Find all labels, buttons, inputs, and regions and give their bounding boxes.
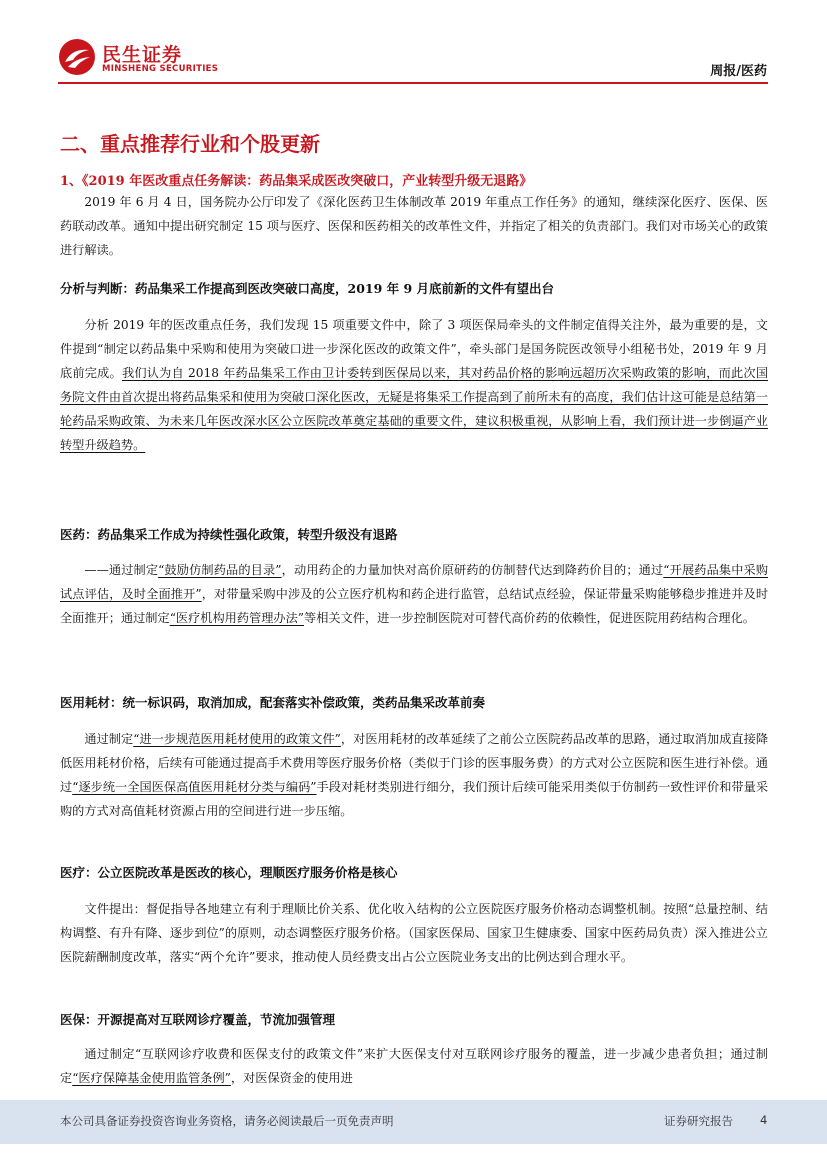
footer-report-type: 证券研究报告 [664,1114,733,1128]
analysis-text: 分析 2019 年的医改重点任务，我们发现 15 项重要文件中，除了 3 项医保局牵头的文件制定值得关注外，最为重要的是，文件提到“制定以药品集中采购和使用为突破口进一步深化医改的政策文件”，牵头部门是国务院医改领导小组秘书处，2019 年 9 月底前完成。 [60,318,768,380]
footer-disclaimer: 本公司具备证券投资咨询业务资格，请务必阅读最后一页免责声明 [60,1114,394,1128]
consumables-text-3: 手段对耗材类别进行细分，我们预计后续可能采用类似于仿制药一致性评价和带量采购的方式对高值耗材资源占用的空间进行进一步压缩。 [60,780,769,818]
sub-title: 1、《2019 年医改重点任务解读：药品集采成医改突破口，产业转型升级无退路》 [60,174,533,189]
medicine-text-4: 等相关文件，进一步控制医院对可替代高价药的依赖性，促进医院用药结构合理化。 [304,611,755,625]
analysis-paragraph [60,313,768,457]
medicine-underlined-1: “鼓励仿制药品的目录” [158,563,282,577]
analysis-underlined-text: 我们认为自 2018 年药品集采工作由卫计委转到医保局以来，其对药品价格的影响远超历次采购政策的影响，而此次国务院文件由首次提出将药品集采和使用为突破口深化医改，无疑是将集采工作提高到了前所未有的高度，我们估计这可能是总结第一轮药品采购政策、为未来几年医改深水区公立医院改革奠定基础的重要文件，建议积极重视，从影响上看，我们预计进一步倒逼产业转型升级趋势。 [60,366,769,452]
consumables-text-2: ，对医用耗材的改革延续了之前公立医院药品改革的思路，通过取消加成直接降低医用耗材价格，后续有可能通过提高手术费用等医疗服务价格（类似于门诊的医事服务费）的方式对公立医院和医生进行补偿。通过 [60,732,769,794]
medicine-paragraph [60,558,768,630]
care-heading: 医疗：公立医院改革是医改的核心，理顺医疗服务价格是核心 [60,865,398,880]
consumables-underlined-2: “逐步统一全国医保高值医用耗材分类与编码” [72,780,317,794]
consumables-underlined-1: “进一步规范医用耗材使用的政策文件” [133,732,341,746]
medicine-text-3: ，对带量采购中涉及的公立医疗机构和药企进行监管，总结试点经验，保证带量采购能够稳步推进并及时全面推开；通过制定 [60,587,769,625]
insurance-paragraph [60,1042,768,1090]
medicine-underlined-3: “医疗机构用药管理办法” [169,611,305,625]
page-header [0,0,827,84]
document-type-label: 周报/医药 [710,64,767,79]
logo-english-name: MINSHENG SECURITIES [102,64,219,74]
care-paragraph: 文件提出：督促指导各地建立有利于理顺比价关系、优化收入结构的公立医院医疗服务价格动态调整机制。按照“总量控制、结构调整、有升有降、逐步到位”的原则，动态调整医疗服务价格。（国家医保局、国家卫生健康委、国家中医药局负责）深入推进公立医院薪酬制度改革，落实“两个允许”要求，推动使人员经费支出占公立医院业务支出的比例达到合理水平。 [60,902,768,964]
minsheng-logo [58,38,219,78]
header-divider [58,82,768,84]
insurance-text-1: 通过制定“互联网诊疗收费和医保支付的政策文件”来扩大医保支付对互联网诊疗服务的覆盖，进一步减少患者负担；通过制定 [60,1047,768,1085]
insurance-heading: 医保：开源提高对互联网诊疗覆盖，节流加强管理 [60,1012,336,1027]
insurance-underlined-1: “医疗保障基金使用监管条例” [72,1071,231,1085]
analysis-heading: 分析与判断：药品集采工作提高到医改突破口高度，2019 年 9 月底前新的文件有望出台 [60,281,555,296]
medicine-underlined-2: “开展药品集中采购试点评估，及时全面推开” [60,563,769,601]
medicine-text-1: ——通过制定 [84,563,159,577]
intro-paragraph: 2019 年 6 月 4 日，国务院办公厅印发了《深化医药卫生体制改革 2019 年重点工作任务》的通知，继续深化医疗、医保、医药联动改革。通知中提出研究制定 15 项与医疗、医保和医药相关的改革性文件，并指定了相关的负责部门。我们对市场关心的政策进行解读。 [60,195,768,257]
consumables-heading: 医用耗材：统一标识码，取消加成，配套落实补偿政策，类药品集采改革前奏 [60,695,486,710]
page-footer [0,1100,827,1144]
medicine-heading: 医药：药品集采工作成为持续性强化政策，转型升级没有退路 [60,527,398,542]
consumables-text-1: 通过制定 [84,732,134,746]
logo-chinese-name: 民生证券 [102,44,183,66]
consumables-paragraph [60,727,768,823]
minsheng-logo-icon [58,38,96,76]
section-title: 二、重点推荐行业和个股更新 [60,132,320,156]
page-number: 4 [760,1113,768,1127]
insurance-text-2: ，对医保资金的使用进 [230,1071,353,1085]
medicine-text-2: ，动用药企的力量加快对高价原研药的仿制替代达到降药价目的；通过 [281,563,664,577]
